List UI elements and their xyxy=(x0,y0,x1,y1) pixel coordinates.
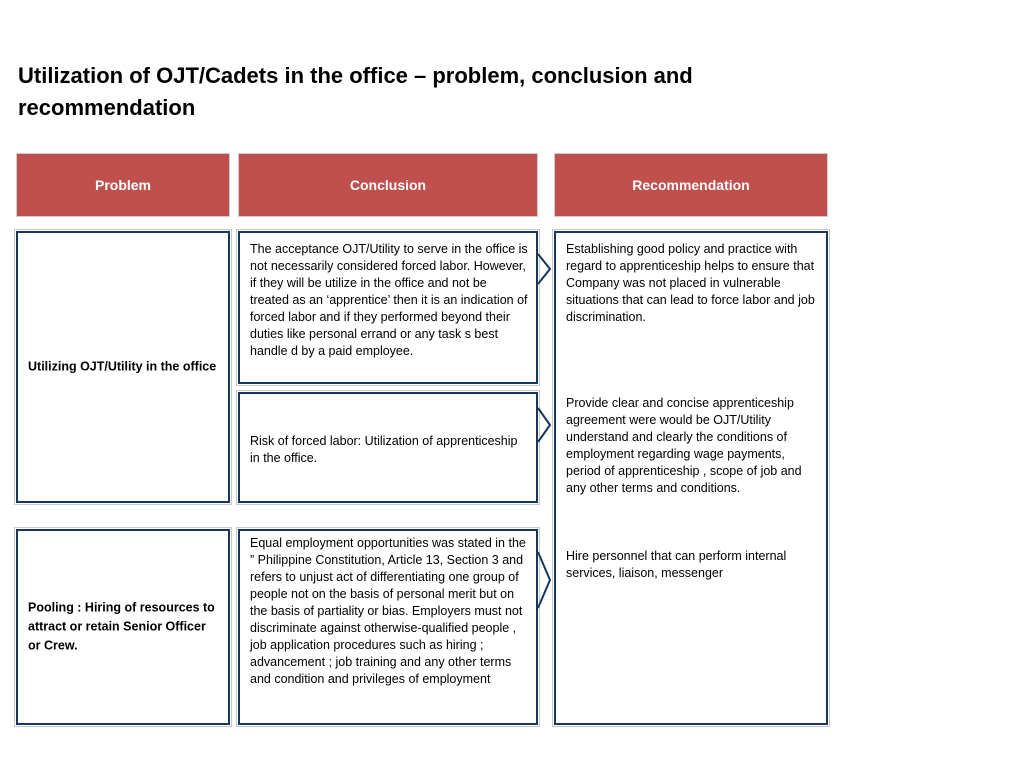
conclusion-box-2 xyxy=(238,392,538,503)
conclusion-text-2: Risk of forced labor: Utilization of apprenticeship in the office. xyxy=(250,434,518,465)
arrow-connector-2 xyxy=(538,408,550,442)
conclusion-text-3: Equal employment opportunities was stated in the ” Philippine Constitution, Article 13, Section 3 and refers to unjust act of differentiating one group of people not on the basis of personal merit but on the basis of partiality or bias. Employers must not discriminate against otherwise-qualified people , job application procedures such as hiring ; advancement ; job training and any other terms and condition and privileges of employment xyxy=(250,536,526,686)
header-recommendation-label: Recommendation xyxy=(632,177,750,193)
recommendation-text-1: Establishing good policy and practice with regard to apprenticeship helps to ensure that Company was not placed in vulnerable situations that can lead to force labor and job discrimination. xyxy=(566,242,815,324)
header-conclusion-label: Conclusion xyxy=(349,177,427,193)
recommendation-text-2: Provide clear and concise apprenticeship agreement were would be OJT/Utility understand and clearly the conditions of employment regarding wage payments, period of apprenticeship , scope of job and any other terms and conditions. xyxy=(566,396,802,495)
recommendation-text-3: Hire personnel that can perform internal services, liaison, messenger xyxy=(566,549,787,580)
page-title: Utilization of OJT/Cadets in the office – problem, conclusion and recommendation xyxy=(18,63,693,120)
problem-text-2: Pooling : Hiring of resources to attract or retain Senior Officer or Crew. xyxy=(28,600,215,653)
problem-box-2 xyxy=(16,529,230,725)
header-problem xyxy=(16,153,230,217)
problem-text-1: Utilizing OJT/Utility in the office xyxy=(28,359,217,374)
arrow-connector-3 xyxy=(538,552,550,608)
conclusion-box-1 xyxy=(238,231,538,384)
problem-box-1 xyxy=(16,231,230,503)
arrow-connector-1 xyxy=(538,254,550,284)
conclusion-box-3 xyxy=(238,529,538,725)
header-recommendation xyxy=(554,153,828,217)
conclusion-text-1: The acceptance OJT/Utility to serve in the office is not necessarily considered forced labor. However, if they will be utilize in the office and not be treated as an ‘apprentice’ then it is an indication of forced labor and if they performed beyond their duties like personal errand or any task s best handle d by a paid employee. xyxy=(250,242,528,358)
header-conclusion xyxy=(238,153,538,217)
recommendation-box xyxy=(554,231,828,725)
header-problem-label: Problem xyxy=(94,177,151,193)
